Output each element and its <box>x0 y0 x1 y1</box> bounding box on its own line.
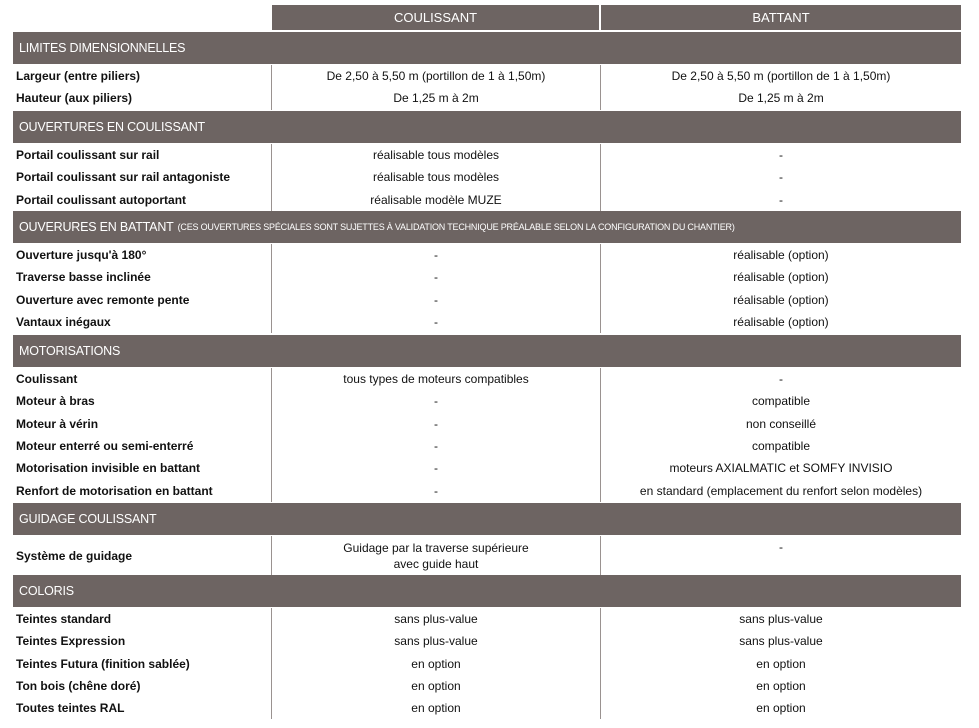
value-coulissant-text: réalisable tous modèles <box>372 148 500 163</box>
table-row <box>13 368 961 390</box>
table-row <box>13 144 961 166</box>
row-label: Ouverture jusqu'à 180° <box>16 248 147 263</box>
value-battant: réalisable (option) <box>733 315 829 330</box>
row-label: Largeur (entre piliers) <box>16 69 141 84</box>
row-label: Motorisation invisible en battant <box>16 461 201 476</box>
section-rows <box>13 144 961 211</box>
value-coulissant-text: sans plus-value <box>394 612 478 627</box>
row-label: Système de guidage <box>16 549 133 563</box>
value-coulissant <box>272 65 600 87</box>
table-row <box>13 630 961 652</box>
value-coulissant-text: en option <box>411 656 461 671</box>
table-row <box>13 390 961 412</box>
row-label: Moteur enterré ou semi-enterré <box>16 439 194 454</box>
value-coulissant <box>272 675 600 697</box>
value-battant: - <box>779 148 783 163</box>
table-row <box>13 311 961 333</box>
row-label: Coulissant <box>16 372 78 387</box>
value-battant: réalisable (option) <box>733 292 829 307</box>
value-coulissant-text: - <box>434 394 438 409</box>
section-header <box>13 211 961 243</box>
value-coulissant-text: réalisable tous modèles <box>372 170 500 185</box>
table-row <box>13 536 961 576</box>
value-coulissant-text: De 1,25 m à 2m <box>393 91 479 106</box>
value-battant: De 1,25 m à 2m <box>738 91 824 106</box>
section-title: MOTORISATIONS <box>19 344 121 358</box>
value-coulissant <box>272 166 600 188</box>
value-coulissant <box>272 435 600 457</box>
section-note: (CES OUVERTURES SPÉCIALES SONT SUJETTES À VALIDATION TECHNIQUE PRÉALABLE SELON LA CONFIGURATION DU CHANTIER) <box>177 222 735 232</box>
value-coulissant-text: - <box>434 483 438 498</box>
table-row <box>13 653 961 675</box>
value-coulissant <box>272 289 600 311</box>
table-row <box>13 166 961 188</box>
value-battant: réalisable (option) <box>733 248 829 263</box>
value-coulissant-text: en option <box>411 679 461 694</box>
section-header <box>13 575 961 607</box>
value-battant: - <box>779 372 783 387</box>
value-coulissant-text: - <box>434 270 438 285</box>
table-row <box>13 457 961 479</box>
value-battant: en option <box>756 701 806 716</box>
value-battant: - <box>779 540 783 554</box>
value-coulissant-text: Guidage par la traverse supérieure <box>343 541 529 555</box>
table-row <box>13 413 961 435</box>
table-row <box>13 189 961 211</box>
row-label: Toutes teintes RAL <box>16 701 125 716</box>
section-rows <box>13 65 961 110</box>
value-coulissant <box>272 697 600 719</box>
value-battant: en standard (emplacement du renfort selon modèles) <box>639 483 923 498</box>
value-coulissant <box>272 630 600 652</box>
value-battant: en option <box>756 656 806 671</box>
section-rows <box>13 244 961 333</box>
column-header-coulissant: COULISSANT <box>272 5 599 30</box>
value-coulissant <box>272 266 600 288</box>
table-row <box>13 608 961 630</box>
value-coulissant <box>272 413 600 435</box>
value-coulissant <box>272 536 600 576</box>
value-battant: compatible <box>751 439 811 454</box>
value-coulissant <box>272 653 600 675</box>
section-header <box>13 32 961 64</box>
value-coulissant-text: - <box>434 292 438 307</box>
value-battant: réalisable (option) <box>733 270 829 285</box>
value-coulissant <box>272 244 600 266</box>
value-battant: sans plus-value <box>739 612 823 627</box>
value-battant: - <box>779 192 783 207</box>
section-header <box>13 335 961 367</box>
section-title: OUVERURES EN BATTANT <box>19 220 174 234</box>
value-battant: De 2,50 à 5,50 m (portillon de 1 à 1,50m) <box>671 69 891 84</box>
column-header-battant: BATTANT <box>601 5 961 30</box>
value-coulissant <box>272 144 600 166</box>
row-label: Teintes standard <box>16 612 112 627</box>
value-coulissant <box>272 189 600 211</box>
value-battant: en option <box>756 679 806 694</box>
value-coulissant <box>272 457 600 479</box>
section-title: GUIDAGE COULISSANT <box>19 512 157 526</box>
row-label: Portail coulissant autoportant <box>16 192 187 207</box>
value-coulissant-text: De 2,50 à 5,50 m (portillon de 1 à 1,50m) <box>326 69 546 84</box>
table-row <box>13 266 961 288</box>
row-label: Teintes Expression <box>16 634 126 649</box>
value-coulissant-text-line2: avec guide haut <box>393 557 479 571</box>
value-coulissant <box>272 87 600 109</box>
section-header <box>13 111 961 143</box>
value-battant: sans plus-value <box>739 634 823 649</box>
row-label: Renfort de motorisation en battant <box>16 483 213 498</box>
table-row <box>13 675 961 697</box>
value-coulissant-text: - <box>434 439 438 454</box>
row-label: Hauteur (aux piliers) <box>16 91 133 106</box>
table-row <box>13 65 961 87</box>
value-coulissant-text: - <box>434 461 438 476</box>
value-coulissant-text: - <box>434 416 438 431</box>
value-coulissant-text: réalisable modèle MUZE <box>370 192 502 207</box>
table-row <box>13 244 961 266</box>
table-row <box>13 435 961 457</box>
value-coulissant <box>272 479 600 501</box>
section-header <box>13 503 961 535</box>
value-coulissant <box>272 311 600 333</box>
value-battant: moteurs AXIALMATIC et SOMFY INVISIO <box>669 461 893 476</box>
row-label: Moteur à bras <box>16 394 95 409</box>
section-rows <box>13 368 961 502</box>
table-row <box>13 289 961 311</box>
value-battant: non conseillé <box>745 416 817 431</box>
value-battant: - <box>779 170 783 185</box>
row-label: Ton bois (chêne doré) <box>16 679 141 694</box>
section-rows <box>13 608 961 719</box>
row-label: Portail coulissant sur rail <box>16 148 160 163</box>
row-label: Traverse basse inclinée <box>16 270 151 285</box>
value-coulissant <box>272 368 600 390</box>
row-label: Ouverture avec remonte pente <box>16 292 190 307</box>
row-label: Vantaux inégaux <box>16 315 111 330</box>
table-row <box>13 697 961 719</box>
section-title: LIMITES DIMENSIONNELLES <box>19 41 186 55</box>
value-coulissant-text: - <box>434 315 438 330</box>
value-coulissant-text: en option <box>411 701 461 716</box>
section-title: COLORIS <box>19 584 74 598</box>
section-rows <box>13 536 961 576</box>
value-coulissant-text: sans plus-value <box>394 634 478 649</box>
table-row <box>13 87 961 109</box>
value-coulissant <box>272 608 600 630</box>
value-coulissant <box>272 390 600 412</box>
value-coulissant-text: - <box>434 248 438 263</box>
row-label: Teintes Futura (finition sablée) <box>16 656 190 671</box>
row-label: Portail coulissant sur rail antagoniste <box>16 170 231 185</box>
value-battant: compatible <box>751 394 811 409</box>
section-title: OUVERTURES EN COULISSANT <box>19 120 205 134</box>
row-label: Moteur à vérin <box>16 416 99 431</box>
value-coulissant-text: tous types de moteurs compatibles <box>343 372 529 387</box>
table-row <box>13 479 961 501</box>
